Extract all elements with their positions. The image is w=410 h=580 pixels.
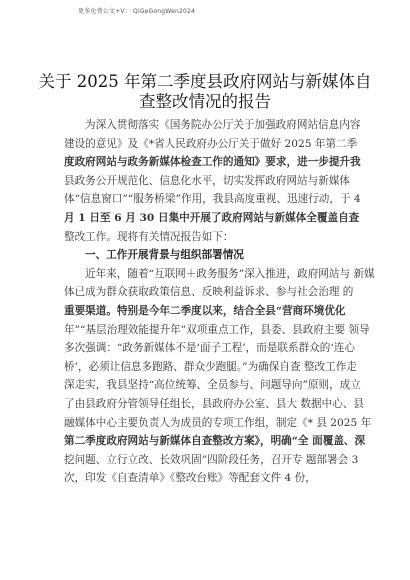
document-body — [64, 116, 375, 488]
text-line: 桥’，必须让信息多跑路、群众少跑腿。”为确保自查 整改工作走 — [64, 360, 357, 373]
text-line: 为深入贯彻落实《国务院办公厅关于加强政府网站信息内容 — [85, 119, 361, 131]
text-line: 第二季度政府网站与新媒体自查整改方案》，明确“全 面覆盖、深 — [64, 435, 366, 448]
text-line: 重要渠道。特别是今年二季度以来，结合全县“营商环境优化 — [64, 304, 346, 317]
title-line-1: 关于 2025 年第二季度县政府网站与新媒体自 — [38, 72, 372, 91]
text-line: 体“信息窗口”“服务桥梁”作用，我县高度重视、迅速行动，于 4 — [64, 193, 361, 206]
text-line: 多次强调：“政务新媒体不是‘面子工程’，而是联系群众的‘连心 — [64, 342, 355, 355]
paragraph-intro — [64, 116, 372, 246]
text-line: 整改工作。现将有关情况报告如下： — [64, 230, 234, 243]
text-line: 年”“基层治理效能提升年”双项重点工作，县委、县政府主要 领导 — [64, 323, 370, 336]
text-line: 度政府网站与政务新媒体检查工作的通知》要求，进一步提升我 — [64, 156, 361, 169]
text-line: 近年来，随着“互联网＋政务服务”深入推进，政府网站与 新媒 — [85, 267, 375, 280]
text-line: 融媒体中心主要负责人为成员的专项工作组，制定《* 县 2025 年 — [64, 416, 372, 429]
section-heading: 一、工作开展背景与组织部署情况 — [85, 249, 244, 262]
text-line: 深走实，我县坚持“高位统筹、全员参与、问题导向”原则，成立 — [64, 379, 361, 392]
title-line-2: 查整改情况的报告 — [139, 92, 271, 111]
text-line: 挖问题、立行立改、长效巩固”四阶段任务，召开专 题部署会 3 — [64, 453, 359, 466]
paragraph-background — [64, 265, 375, 488]
text-line: 建设的意见》及《*省人民政府办公厅关于做好 2025 年第二季 — [64, 137, 358, 150]
document-title — [0, 72, 410, 112]
watermark-text: 更多免费公文+V： QiGeGongWen2024 — [78, 8, 196, 15]
text-line: 月 1 日至 6 月 30 日集中开展了政府网站与新媒体全覆盖自查 — [64, 211, 360, 224]
text-line: 体已成为群众获取政策信息、反映利益诉求、参与社会治理 的 — [64, 286, 354, 299]
text-line: 县政务公开规范化、信息化水平，切实发挥政府网站与新媒体 — [64, 174, 351, 187]
text-line: 了由县政府分管领导任组长，县政府办公室、县大 数据中心、县 — [64, 397, 364, 410]
text-line: 次，印发《自查清单》《整改台账》等配套文件 4 份， — [64, 472, 316, 485]
